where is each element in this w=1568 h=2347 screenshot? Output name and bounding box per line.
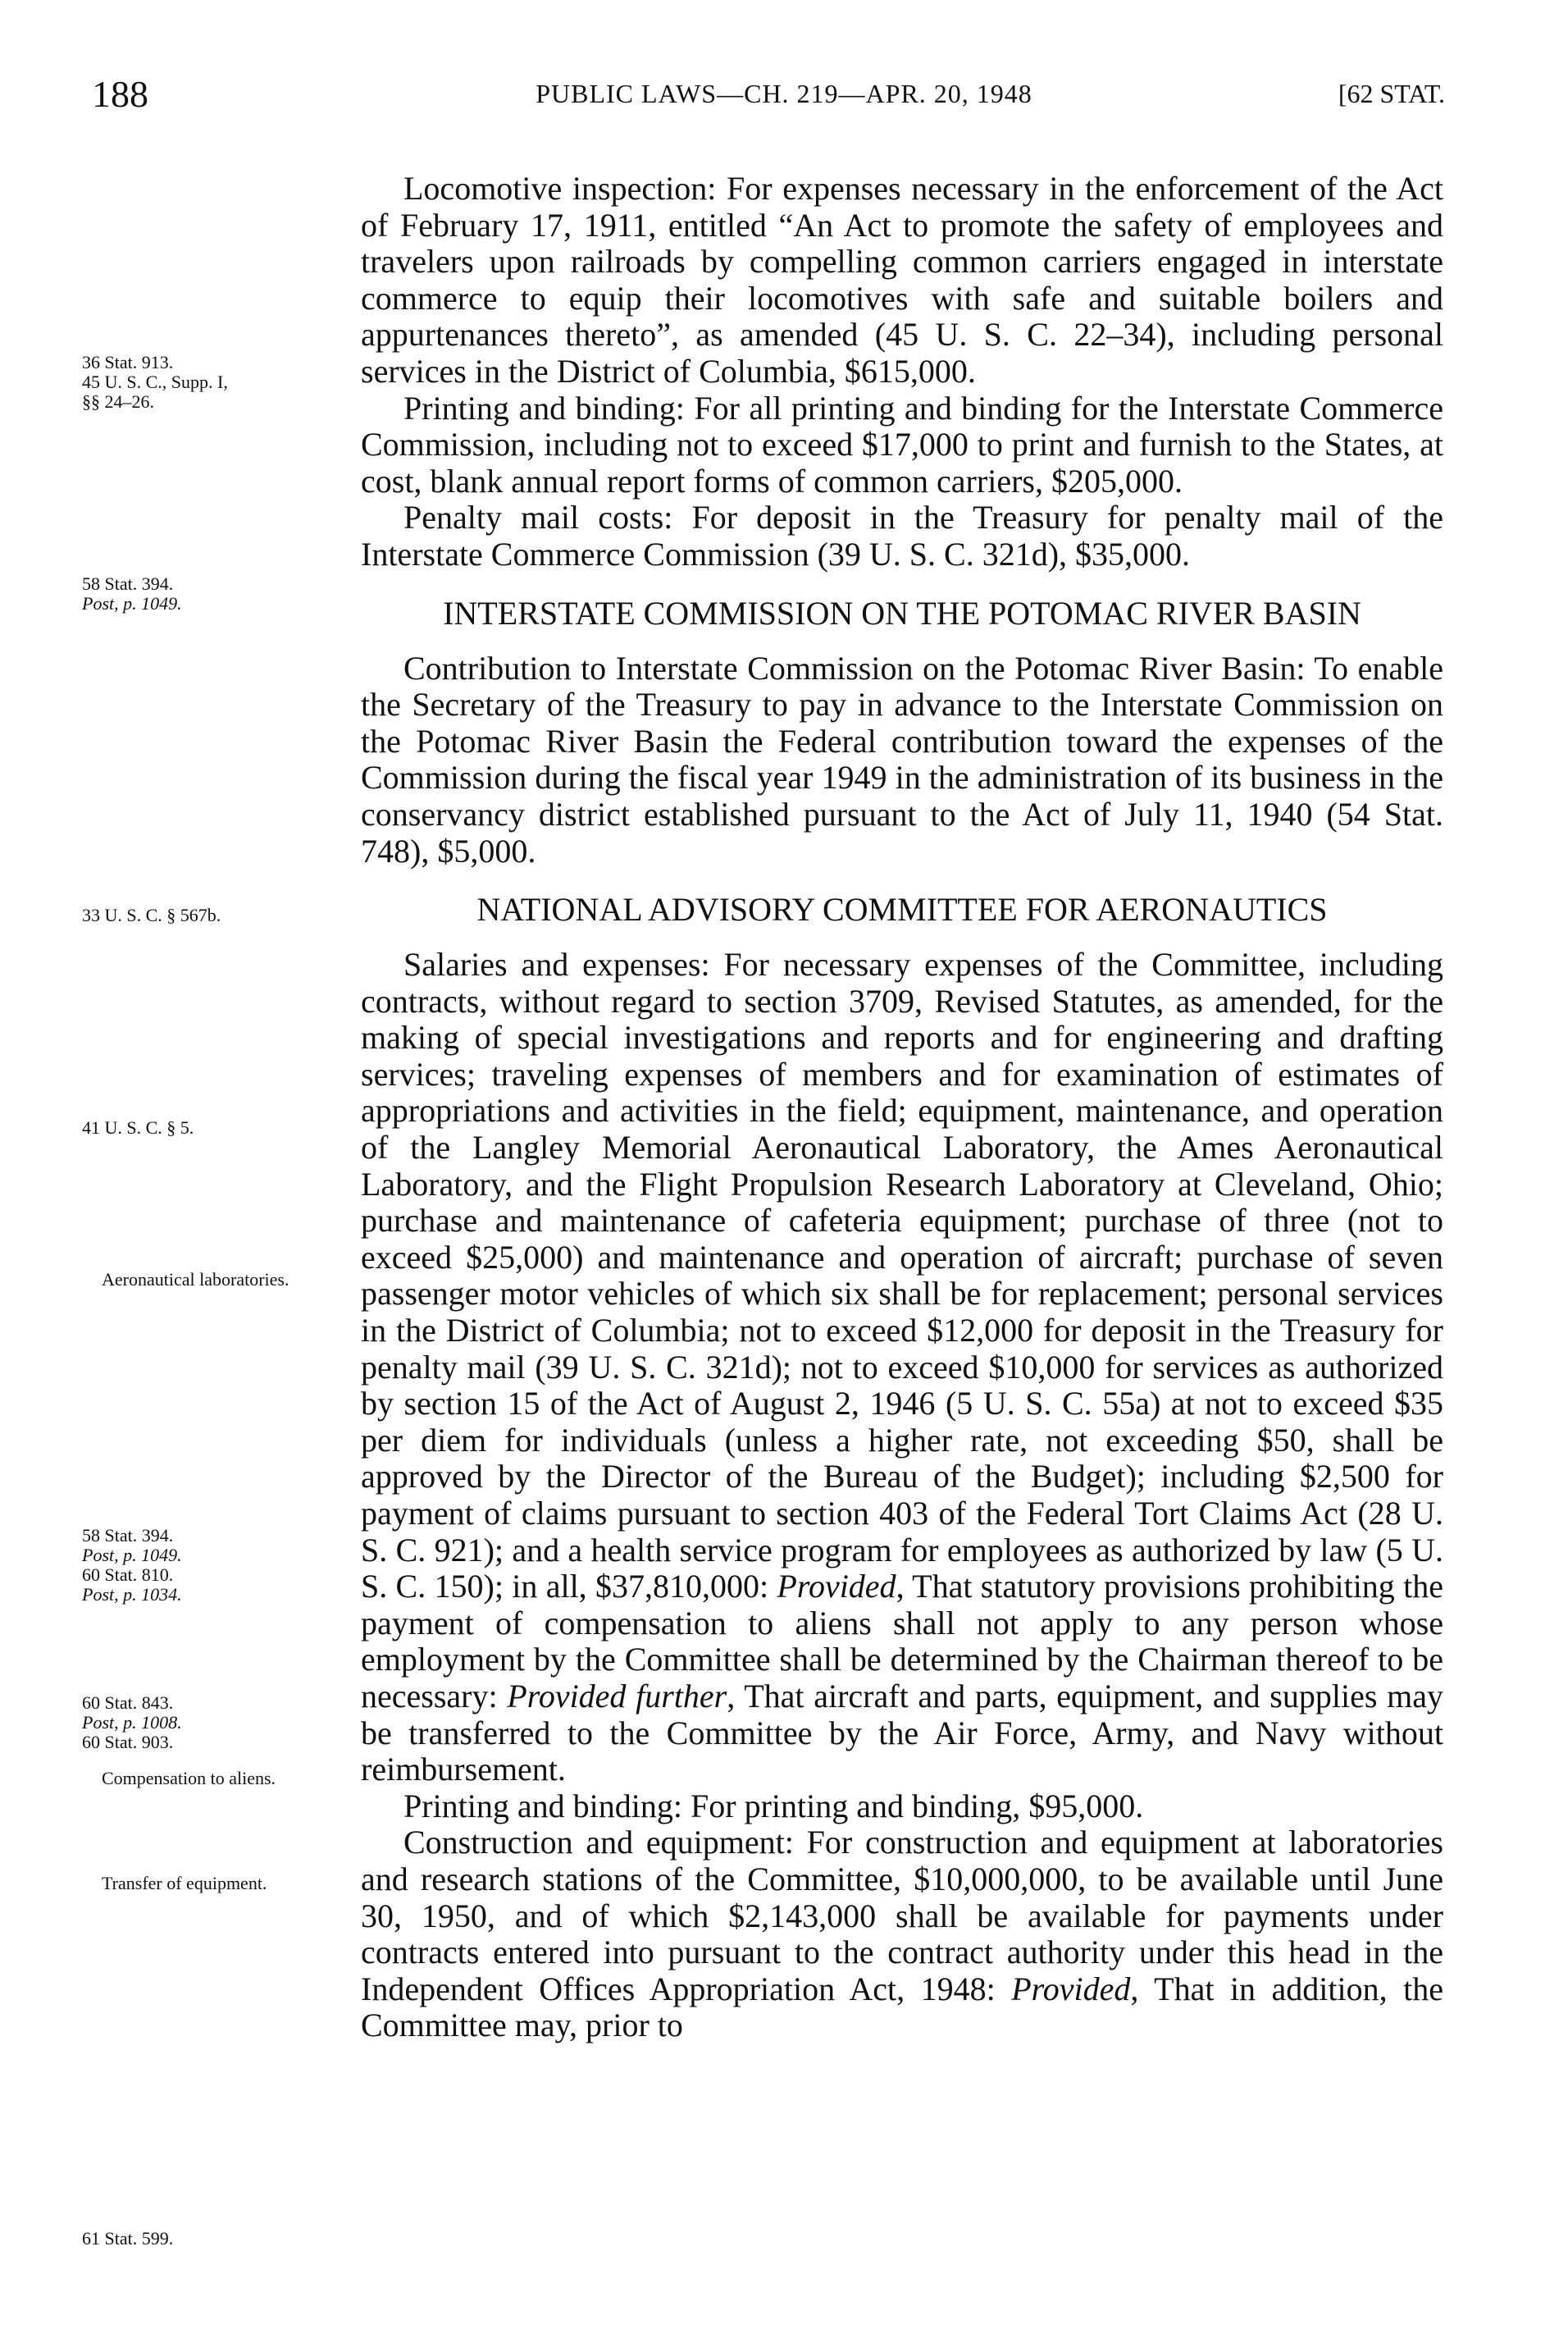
naca-salaries-text-2: , That statutory provisions prohibiting the payment of compensation to aliens shall not apply to any person whose employment by the Committee shall be determined by the Chairman thereof to be necessary: bbox=[361, 1568, 1443, 1715]
main-text bbox=[361, 171, 1443, 2044]
naca-salaries-paragraph bbox=[361, 947, 1443, 1788]
naca-construction-paragraph bbox=[361, 1824, 1443, 2044]
potomac-contribution-paragraph: Contribution to Interstate Commission on the Potomac River Basin: To enable the Secretary of the Treasury to pay in advance to the Interstate Commission on the Potomac River Basin the Federal contribution toward the expenses of the Commission during the fiscal year 1949 in the administration of its business in the conservancy district established pursuant to the Act of July 11, 1940 (54 Stat. 748), $5,000. bbox=[361, 649, 1443, 870]
naca-printing-paragraph: Printing and binding: For printing and binding, $95,000. bbox=[403, 1787, 1144, 1824]
icc-printing-paragraph: Printing and binding: For all printing and binding for the Interstate Commerce Commission, including not to exceed $17,000 to print and furnish to the States, at cost, blank annual report forms of common carriers, $205,000. bbox=[361, 389, 1443, 500]
provided-further-proviso: Provided further bbox=[507, 1677, 727, 1715]
margin-note-line: 60 Stat. 810. bbox=[82, 1564, 174, 1585]
margin-note-line: Post, p. 1049. bbox=[82, 1545, 182, 1565]
margin-note-line: Post, p. 1049. bbox=[82, 593, 182, 614]
volume-reference: [62 STAT. bbox=[1338, 79, 1445, 108]
locomotive-inspection-paragraph: Locomotive inspection: For expenses necessary in the enforcement of the Act of February 17, 1911, entitled “An Act to promote the safety of employees and travelers upon railroads by compelling common carriers engaged in interstate commerce to equip their locomotives with safe and suitable boilers and appurtenances thereto”, as amended (45 U. S. C. 22–34), including personal services in the District of Columbia, $615,000. bbox=[361, 170, 1443, 390]
margin-note-line: §§ 24–26. bbox=[82, 391, 154, 412]
margin-note-transfer-of-equipment: Transfer of equipment. bbox=[102, 1873, 267, 1893]
margin-note-line: 36 Stat. 913. bbox=[82, 352, 174, 372]
margin-note-line: Post, p. 1034. bbox=[82, 1584, 182, 1605]
naca-construction-text-2: , That in addition, the Committee may, prior to bbox=[361, 1970, 1443, 2044]
potomac-section-heading: INTERSTATE COMMISSION ON THE POTOMAC RIVER BASIN bbox=[443, 594, 1361, 632]
margin-note-61-stat: 61 Stat. 599. bbox=[82, 2228, 174, 2249]
naca-salaries-text-3: , That aircraft and parts, equipment, and supplies may be transferred to the Committee by the Air Force, Army, and Navy without reimbursement. bbox=[361, 1677, 1443, 1788]
margin-note-line: 58 Stat. 394. bbox=[82, 1525, 174, 1546]
margin-note-line: Post, p. 1008. bbox=[82, 1712, 182, 1733]
margin-note-line: 45 U. S. C., Supp. I, bbox=[82, 372, 228, 392]
margin-note-33-usc: 33 U. S. C. § 567b. bbox=[82, 905, 221, 925]
margin-note-compensation-to-aliens: Compensation to aliens. bbox=[102, 1768, 276, 1788]
provided-proviso: Provided bbox=[777, 1568, 896, 1605]
provided-proviso-2: Provided bbox=[1011, 1970, 1131, 2007]
naca-construction-text-1: Construction and equipment: For construction and equipment at laboratories and research stations of the Committee, $10,000,000, to be available until June 30, 1950, and of which $2,143,000 shall be available for payments under contracts entered into pursuant to the contract authority under this head in the Independent Offices Appropriation Act, 1948: bbox=[361, 1824, 1443, 2007]
margin-note-58-stat-60-stat bbox=[82, 1526, 344, 1605]
page-number: 188 bbox=[92, 73, 148, 115]
margin-note-58-stat bbox=[82, 574, 344, 614]
margin-note-41-usc: 41 U. S. C. § 5. bbox=[82, 1117, 194, 1138]
margin-note-aeronautical-laboratories: Aeronautical laboratories. bbox=[102, 1269, 289, 1290]
naca-salaries-text-1: Salaries and expenses: For necessary expenses of the Committee, including contracts, without regard to section 3709, Revised Statutes, as amended, for the making of special investigations and reports and for engineering and drafting services; traveling expenses of members and for examination of estimates of appropriations and activities in the field; equipment, maintenance, and operation of the Langley Memorial Aeronautical Laboratory, the Ames Aeronautical Laboratory, and the Flight Propulsion Research Laboratory at Cleveland, Ohio; purchase and maintenance of cafeteria equipment; purchase of three (not to exceed $25,000) and maintenance and operation of aircraft; purchase of seven passenger motor vehicles of which six shall be for replacement; personal services in the District of Columbia; not to exceed $12,000 for deposit in the Treasury for penalty mail (39 U. S. C. 321d); not to exceed $10,000 for services as authorized by section 15 of the Act of August 2, 1946 (5 U. S. C. 55a) at not to exceed $35 per diem for individuals (unless a higher rate, not exceeding $50, shall be approved by the Director of the Bureau of the Budget); including $2,500 for payment of claims pursuant to section 403 of the Federal Tort Claims Act (28 U. S. C. 921); and a health service program for employees as authorized by law (5 U. S. C. 150); in all, $37,810,000: bbox=[361, 946, 1443, 1605]
margin-note-line: 58 Stat. 394. bbox=[82, 573, 174, 594]
margin-note-line: 60 Stat. 903. bbox=[82, 1732, 174, 1752]
margin-note-60-stat-843 bbox=[82, 1693, 344, 1752]
page-header bbox=[0, 72, 1568, 121]
margin-note-36-stat bbox=[82, 353, 344, 412]
running-title: PUBLIC LAWS—CH. 219—APR. 20, 1948 bbox=[536, 79, 1032, 108]
naca-section-heading: NATIONAL ADVISORY COMMITTEE FOR AERONAUTICS bbox=[476, 891, 1328, 929]
icc-penalty-mail-paragraph: Penalty mail costs: For deposit in the Treasury for penalty mail of the Interstate Commerce Commission (39 U. S. C. 321d), $35,000. bbox=[361, 499, 1443, 573]
margin-note-line: 60 Stat. 843. bbox=[82, 1692, 174, 1713]
